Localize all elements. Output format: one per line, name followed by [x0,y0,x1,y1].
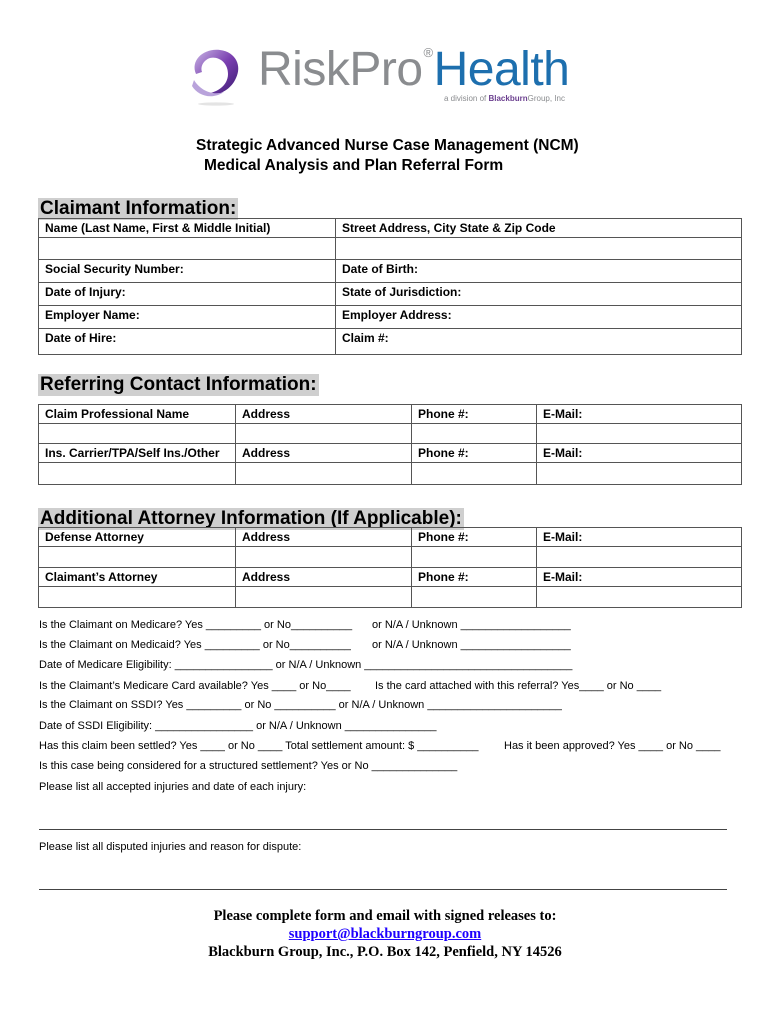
carrier-address-field[interactable] [236,463,412,485]
referring-r1-c1: Claim Professional Name [39,405,236,424]
medicare-question[interactable]: Is the Claimant on Medicare? Yes _________ or No__________ [39,619,353,631]
brand-sub-company: Blackburn [488,94,528,103]
claim-professional-address-field[interactable] [236,424,412,444]
attorney-r1-c1: Defense Attorney [39,528,236,547]
claimant-heading: Claimant Information: [40,198,237,219]
brand-sub-suffix: Group, Inc [527,94,565,103]
claimant-attorney-field[interactable] [39,587,236,608]
attorney-r1-c4: E-Mail: [537,528,742,547]
card-attached-question[interactable]: Is the card attached with this referral? Yes____ or No ____ [375,680,662,692]
name-field[interactable] [39,238,336,260]
defense-attorney-address-field[interactable] [236,547,412,568]
support-email-link[interactable]: support@blackburngroup.com [288,926,482,942]
referring-heading: Referring Contact Information: [40,374,317,395]
claim-professional-phone-field[interactable] [412,424,537,444]
carrier-phone-field[interactable] [412,463,537,485]
claimant-attorney-email-field[interactable] [537,587,742,608]
medicaid-question[interactable]: Is the Claimant on Medicaid? Yes _________ or No__________ [39,639,351,651]
referring-r2-c4: E-Mail: [537,444,742,463]
brand-risk: RiskPro [258,43,423,96]
attorney-r1-c2: Address [236,528,412,547]
accepted-injuries-label: Please list all accepted injuries and date of each injury: [39,781,307,793]
brand-sub-prefix: a division of [444,94,487,103]
form-title-line2: Medical Analysis and Plan Referral Form [204,157,504,174]
brand-reg: ® [423,45,433,60]
footer-address: Blackburn Group, Inc., P.O. Box 142, Penfield, NY 14526 [208,944,562,960]
attorney-heading: Additional Attorney Information (If Applicable): [40,508,462,529]
referring-table [38,404,742,485]
structured-settlement-question[interactable]: Is this case being considered for a structured settlement? Yes or No ______________ [39,760,458,772]
brand-wordmark [258,43,570,96]
claim-number-field[interactable]: Claim #: [336,329,742,355]
hire-date-field[interactable]: Date of Hire: [39,329,336,355]
ssdi-date-question[interactable]: Date of SSDI Eligibility: ________________ or N/A / Unknown _______________ [39,720,437,732]
referring-r1-c4: E-Mail: [537,405,742,424]
referring-r2-c3: Phone #: [412,444,537,463]
medicare-card-question[interactable]: Is the Claimant’s Medicare Card available? Yes ____ or No____ [39,680,351,692]
carrier-field[interactable] [39,463,236,485]
claimant-attorney-phone-field[interactable] [412,587,537,608]
ssdi-question[interactable]: Is the Claimant on SSDI? Yes _________ or No __________ or N/A / Unknown ______________________ [39,699,562,711]
brand-health: Health [433,43,570,96]
medicaid-unknown[interactable]: or N/A / Unknown __________________ [372,639,571,651]
defense-attorney-phone-field[interactable] [412,547,537,568]
attorney-r2-c4: E-Mail: [537,568,742,587]
referring-r1-c2: Address [236,405,412,424]
disputed-injuries-label: Please list all disputed injuries and reason for dispute: [39,841,302,853]
employer-name-field[interactable]: Employer Name: [39,306,336,329]
attorney-r2-c1: Claimant’s Attorney [39,568,236,587]
defense-attorney-email-field[interactable] [537,547,742,568]
referring-r2-c2: Address [236,444,412,463]
ssn-field[interactable]: Social Security Number: [39,260,336,283]
referring-r1-c3: Phone #: [412,405,537,424]
medicare-eligibility-question[interactable]: Date of Medicare Eligibility: ________________ or N/A / Unknown __________________________________ [39,659,573,671]
referring-r2-c1: Ins. Carrier/TPA/Self Ins./Other [39,444,236,463]
attorney-r2-c2: Address [236,568,412,587]
dob-field[interactable]: Date of Birth: [336,260,742,283]
claimant-table [38,218,742,355]
accepted-injuries-line[interactable] [39,829,727,830]
approved-question[interactable]: Has it been approved? Yes ____ or No ____ [504,740,721,752]
claim-professional-email-field[interactable] [537,424,742,444]
claimant-attorney-address-field[interactable] [236,587,412,608]
street-label: Street Address, City State & Zip Code [336,219,742,238]
footer-email-wrap [0,926,770,943]
name-label: Name (Last Name, First & Middle Initial) [39,219,336,238]
carrier-email-field[interactable] [537,463,742,485]
attorney-r1-c3: Phone #: [412,528,537,547]
defense-attorney-field[interactable] [39,547,236,568]
settled-question[interactable]: Has this claim been settled? Yes ____ or No ____ Total settlement amount: $ __________ [39,740,479,752]
disputed-injuries-line[interactable] [39,889,727,890]
jurisdiction-field[interactable]: State of Jurisdiction: [336,283,742,306]
street-field[interactable] [336,238,742,260]
footer-instruction: Please complete form and email with signed releases to: [213,908,557,924]
brand-subtitle [444,94,565,103]
attorney-table [38,527,742,608]
employer-address-field[interactable]: Employer Address: [336,306,742,329]
doi-field[interactable]: Date of Injury: [39,283,336,306]
medicare-unknown[interactable]: or N/A / Unknown __________________ [372,619,571,631]
attorney-r2-c3: Phone #: [412,568,537,587]
claim-professional-field[interactable] [39,424,236,444]
riskpro-logo-icon [186,44,244,106]
form-title-line1: Strategic Advanced Nurse Case Management (NCM) [196,137,579,154]
